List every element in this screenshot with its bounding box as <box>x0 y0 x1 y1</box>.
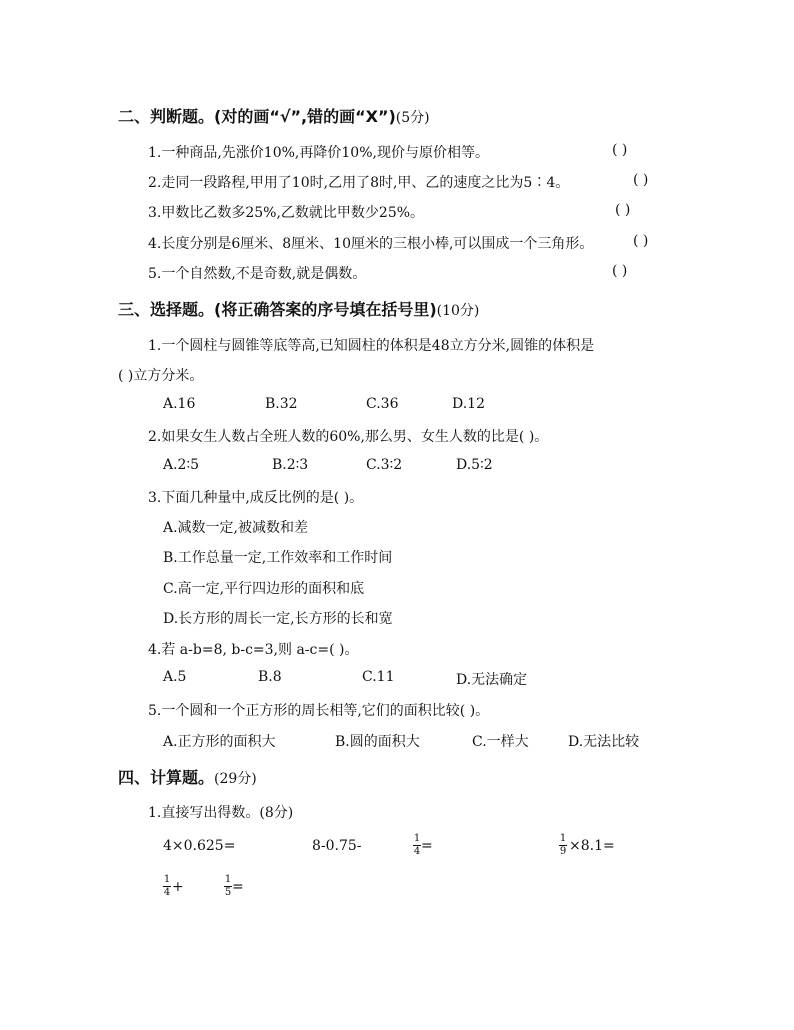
choice-q5: 5.一个圆和一个正方形的周长相等,它们的面积比较( )。 <box>148 703 490 719</box>
choice-q3-option-a[interactable]: A.减数一定,被减数和差 <box>163 520 309 536</box>
choice-q2-option-a[interactable]: A.2∶5 <box>163 457 200 473</box>
fraction-denominator: 5 <box>224 887 232 898</box>
judge-item-1: 1.一种商品,先涨价10%,再降价10%,现价与原价相等。 <box>148 145 489 161</box>
choice-q1-line1: 1.一个圆柱与圆锥等底等高,已知圆柱的体积是48立方分米,圆锥的体积是 <box>148 338 595 354</box>
choice-q1-option-b[interactable]: B.32 <box>265 396 298 412</box>
choice-q2-option-d[interactable]: D.5∶2 <box>456 457 493 473</box>
calc-expr-5-fraction <box>163 875 171 898</box>
choice-q2-option-c[interactable]: C.3∶2 <box>366 457 403 473</box>
calc-expr-5-tail: + <box>172 879 184 895</box>
calc-title: 四、计算题。 <box>118 768 215 787</box>
judge-item-5: 5.一个自然数,不是奇数,就是偶数。 <box>148 266 367 282</box>
judge-item-3: 3.甲数比乙数多25%,乙数就比甲数少25%。 <box>148 205 425 221</box>
calc-expr-4-fraction <box>559 834 567 857</box>
judge-score: (5分) <box>395 110 430 126</box>
choice-score: (10分) <box>436 303 480 319</box>
judge-answer-4[interactable]: ( ) <box>633 233 649 249</box>
fraction-numerator: 1 <box>163 874 171 885</box>
choice-q3-option-b[interactable]: B.工作总量一定,工作效率和工作时间 <box>163 550 393 566</box>
judge-answer-1[interactable]: ( ) <box>612 142 628 158</box>
choice-q1-option-d[interactable]: D.12 <box>452 396 485 412</box>
judge-title: 二、判断题。(对的画“√”,错的画“X”) <box>118 107 396 126</box>
choice-q4-option-d[interactable]: D.无法确定 <box>456 672 528 688</box>
choice-q3: 3.下面几种量中,成反比例的是( )。 <box>148 490 364 506</box>
calc-expr-2: 8-0.75- <box>312 838 362 854</box>
calc-expr-6-fraction <box>224 875 232 898</box>
choice-q5-option-b[interactable]: B.圆的面积大 <box>335 734 420 750</box>
choice-q2: 2.如果女生人数占全班人数的60%,那么男、女生人数的比是( )。 <box>148 429 549 445</box>
judge-answer-5[interactable]: ( ) <box>612 263 628 279</box>
judge-heading <box>118 104 430 127</box>
calc-expr-6-tail: = <box>232 879 244 895</box>
judge-item-2: 2.走同一段路程,甲用了10时,乙用了8时,甲、乙的速度之比为5∶4。 <box>148 175 570 191</box>
choice-q4-option-a[interactable]: A.5 <box>163 669 187 685</box>
choice-q5-option-c[interactable]: C.一样大 <box>472 734 529 750</box>
choice-q3-option-c[interactable]: C.高一定,平行四边形的面积和底 <box>163 581 365 597</box>
choice-q4-option-b[interactable]: B.8 <box>258 669 282 685</box>
fraction-denominator: 4 <box>413 846 421 857</box>
fraction-numerator: 1 <box>224 874 232 885</box>
choice-q3-option-d[interactable]: D.长方形的周长一定,长方形的长和宽 <box>163 611 393 627</box>
choice-q5-option-a[interactable]: A.正方形的面积大 <box>163 734 276 750</box>
choice-q4-option-c[interactable]: C.11 <box>362 669 395 685</box>
calc-score: (29分) <box>214 771 257 787</box>
judge-answer-2[interactable]: ( ) <box>633 172 649 188</box>
fraction-denominator: 9 <box>559 846 567 857</box>
choice-q2-option-b[interactable]: B.2∶3 <box>272 457 309 473</box>
choice-title: 三、选择题。(将正确答案的序号填在括号里) <box>118 300 437 319</box>
choice-q4: 4.若 a-b=8, b-c=3,则 a-c=( )。 <box>148 642 359 658</box>
choice-heading <box>118 297 479 320</box>
calc-heading <box>118 765 257 788</box>
calc-sub1: 1.直接写出得数。(8分) <box>148 805 294 821</box>
fraction-denominator: 4 <box>163 887 171 898</box>
calc-expr-1: 4×0.625= <box>163 838 236 854</box>
calc-expr-3-tail: = <box>421 838 433 854</box>
calc-expr-4-tail: ×8.1= <box>569 838 615 854</box>
calc-expr-3-fraction <box>413 834 421 857</box>
choice-q1-option-a[interactable]: A.16 <box>163 396 196 412</box>
choice-q1-option-c[interactable]: C.36 <box>366 396 399 412</box>
judge-item-4: 4.长度分别是6厘米、8厘米、10厘米的三根小棒,可以围成一个三角形。 <box>148 236 594 252</box>
choice-q1-line2: ( )立方分米。 <box>118 368 204 384</box>
judge-answer-3[interactable]: ( ) <box>615 202 631 218</box>
fraction-numerator: 1 <box>559 833 567 844</box>
fraction-numerator: 1 <box>413 833 421 844</box>
choice-q5-option-d[interactable]: D.无法比较 <box>568 734 640 750</box>
